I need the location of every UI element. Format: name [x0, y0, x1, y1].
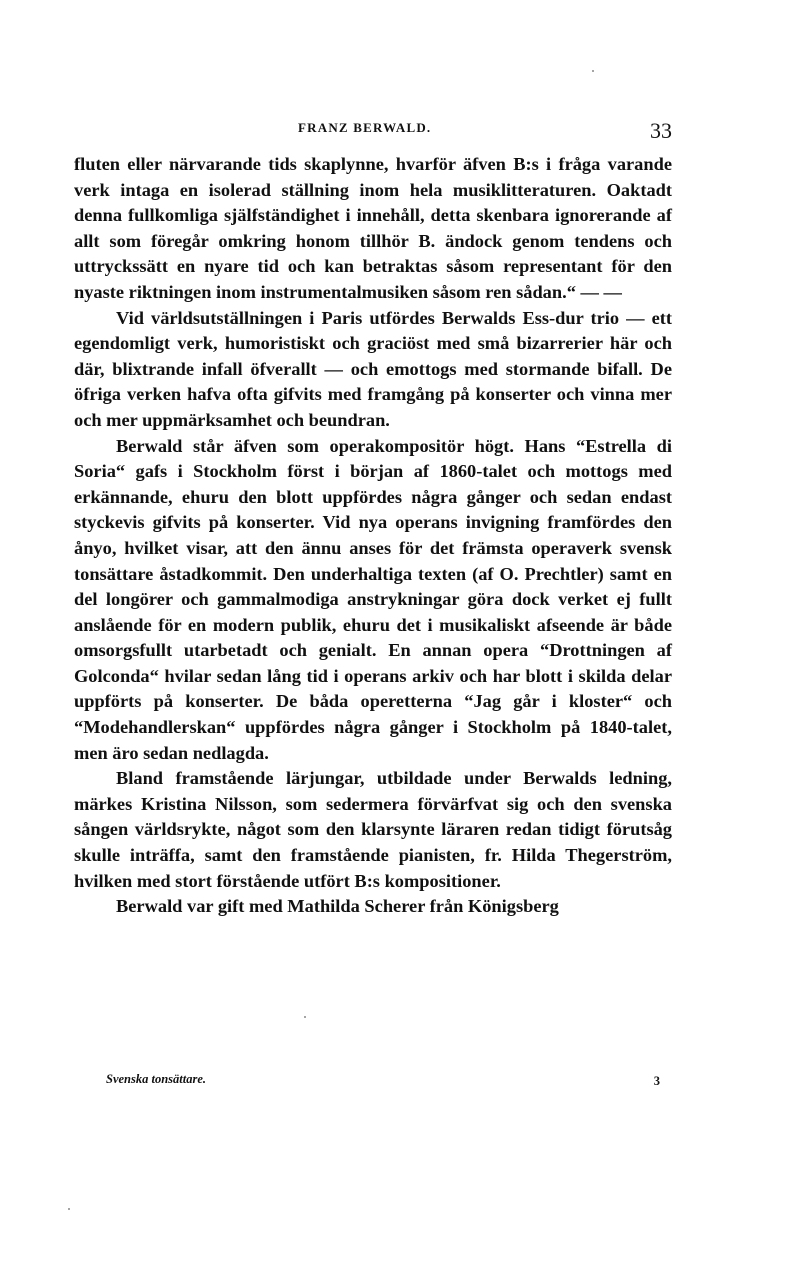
paper-speck: [304, 1016, 306, 1018]
signature-mark: 3: [653, 1074, 660, 1088]
paragraph-1: fluten eller närvarande tids skaplynne, hvarför äfven B:s i fråga varande verk intaga en isolerad ställning inom hela musiklitteraturen. Oaktadt denna fullkomliga själfständighet i innehåll, detta skenbara ignorerande af allt som föregår omkring honom tillhör B. ändock genom tendens och uttryckssätt en nyare tid och kan betraktas såsom representant för den nyaste riktningen inom instrumentalmusiken såsom ren sådan.“ — —: [74, 154, 672, 302]
running-head: FRANZ BERWALD.: [298, 120, 432, 135]
page-footer: [106, 1072, 672, 1098]
page-number: 33: [650, 118, 672, 143]
paragraph-4: Bland framstående lärjungar, utbildade under Berwalds ledning, märkes Kristina Nilsson, som sedermera förvärfvat sig och den svenska sången världsrykte, något som den klarsynte läraren redan tidigt förutsåg skulle inträffa, samt den framstående pianisten, fr. Hilda Thegerström, hvilken med stort förstående utfört B:s kompositioner.: [74, 768, 672, 891]
paragraph-3: Berwald står äfven som operakompositör högt. Hans “Estrella di Soria“ gafs i Stockholm först i början af 1860-talet och mottogs med erkännande, ehuru den blott uppfördes några gånger och sedan endast styckevis gifvits på konserter. Vid nya operans invigning framfördes den ånyo, hvilket visar, att den ännu anses för det främsta operaverk svensk tonsättare åstadkommit. Den underhaltiga texten (af O. Prechtler) samt en del longörer och gammalmodiga anstrykningar göra dock verket ej fullt anslående för en modern publik, ehuru det i musikaliskt afseende är både omsorgsfullt utarbetadt och genialt. En annan opera “Drottningen af Golconda“ hvilar sedan lång tid i operans arkiv och har blott i skilda delar uppförts på konserter. De båda operetterna “Jag går i kloster“ och “Modehandlerskan“ uppfördes några gånger i Stockholm på 1840-talet, men äro sedan nedlagda.: [74, 435, 672, 763]
paragraph-5: Berwald var gift med Mathilda Scherer från Königsberg: [116, 896, 559, 917]
page-header: [74, 118, 672, 148]
paper-speck: [592, 70, 594, 72]
footer-title: Svenska tonsättare.: [106, 1072, 207, 1086]
body-text: [74, 152, 672, 920]
paragraph-2: Vid världsutställningen i Paris utfördes Berwalds Ess-dur trio — ett egendomligt verk, humoristiskt och graciöst med små bizarrerier här och där, blixtrande infall öfverallt — och emottogs med stormande bifall. De öfriga verken hafva ofta gifvits med framgång på konserter och vinna mer och mer uppmärksamhet och beundran.: [74, 307, 672, 430]
paper-speck: [68, 1208, 70, 1210]
